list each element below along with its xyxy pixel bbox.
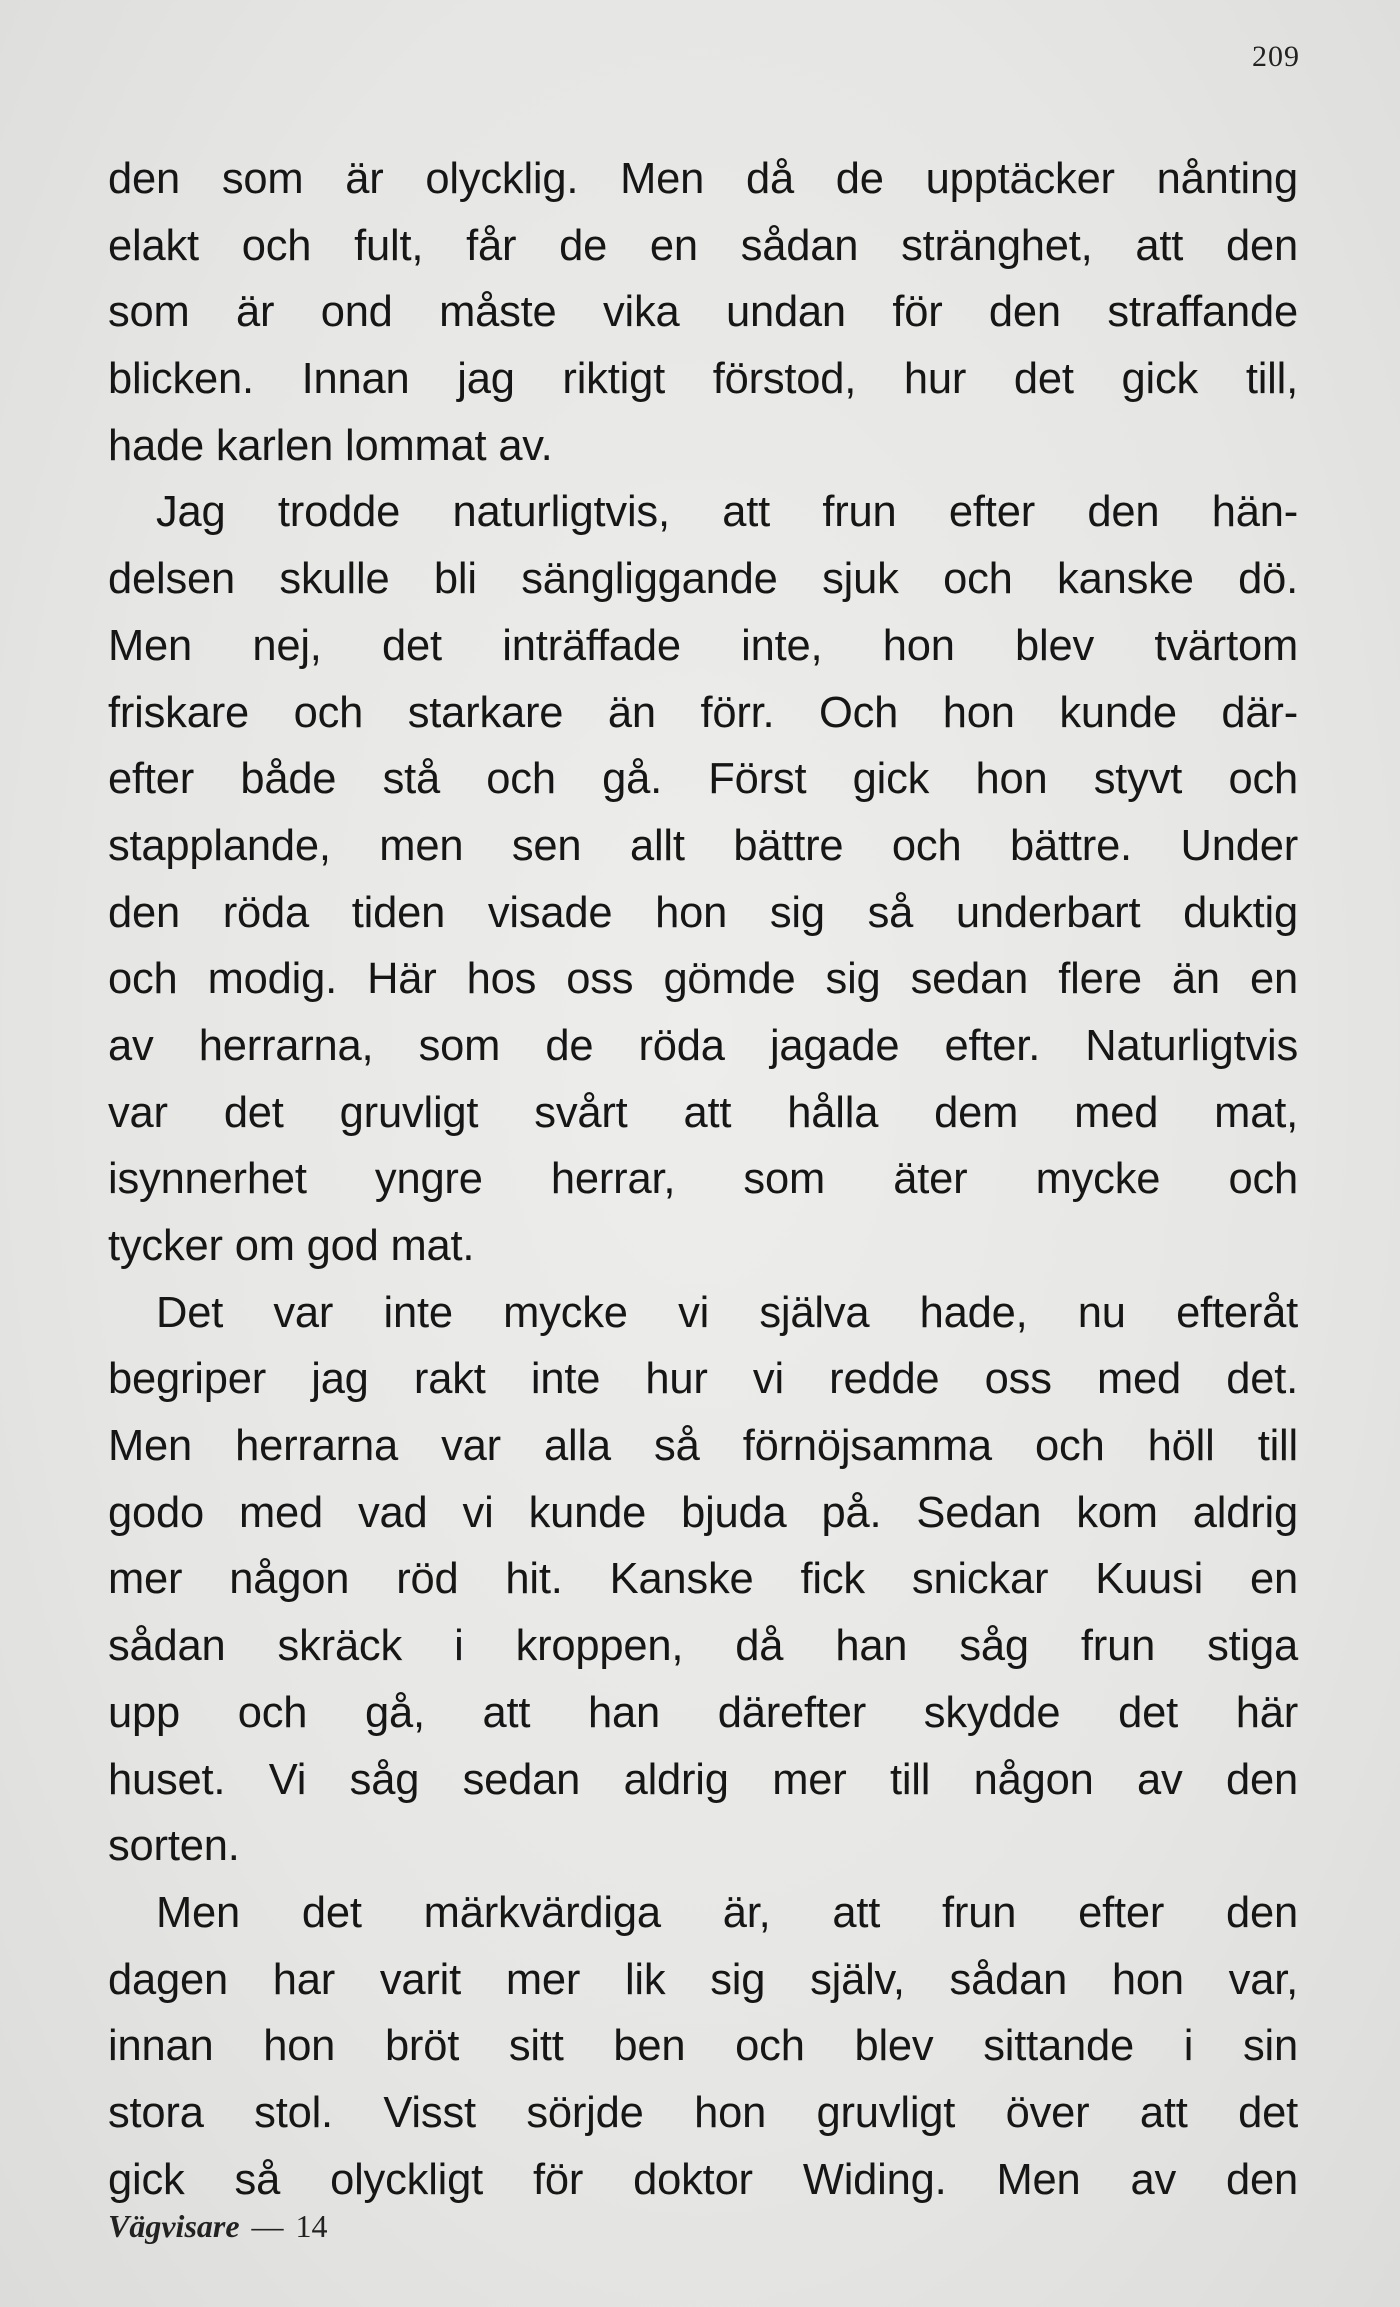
text-line: delsen skulle bli sängliggande sjuk och kanske dö. [108, 555, 1298, 604]
text-line: sorten. [108, 1822, 240, 1871]
text-line: Det var inte mycke vi själva hade, nu efteråt [156, 1288, 1298, 1337]
text-line: huset. Vi såg sedan aldrig mer till någon av den [108, 1755, 1298, 1804]
text-line: Men nej, det inträffade inte, hon blev tvärtom [108, 621, 1298, 670]
text-line: mer någon röd hit. Kanske fick snickar Kuusi en [108, 1555, 1298, 1604]
text-line: gick så olyckligt för doktor Widing. Men av den [108, 2155, 1298, 2204]
text-line: den som är olycklig. Men då de upptäcker nånting [108, 155, 1298, 203]
text-line: hade karlen lommat av. [108, 421, 553, 470]
printer-signature [108, 2208, 328, 2245]
text-line: stora stol. Visst sörjde hon gruvligt över att det [108, 2088, 1298, 2137]
text-line: blicken. Innan jag riktigt förstod, hur det gick till, [108, 355, 1298, 404]
text-line: upp och gå, att han därefter skydde det här [108, 1688, 1298, 1737]
text-line: Men det märkvärdiga är, att frun efter den [156, 1888, 1298, 1937]
text-line: Jag trodde naturligtvis, att frun efter den hän- [156, 488, 1298, 537]
text-line: tycker om god mat. [108, 1222, 475, 1270]
text-line: efter både stå och gå. Först gick hon styvt och [108, 755, 1298, 804]
text-line: friskare och starkare än förr. Och hon kunde där- [108, 688, 1298, 737]
text-line: och modig. Här hos oss gömde sig sedan flere än en [108, 955, 1298, 1004]
text-line: den röda tiden visade hon sig så underbart duktig [108, 888, 1298, 937]
text-line: begriper jag rakt inte hur vi redde oss med det. [108, 1355, 1298, 1404]
text-line: elakt och fult, får de en sådan stränghet, att den [108, 221, 1298, 270]
text-line: Men herrarna var alla så förnöjsamma och höll till [108, 1422, 1298, 1471]
signature-separator: — [251, 2208, 284, 2244]
page-number: 209 [1252, 40, 1300, 73]
text-line: var det gruvligt svårt att hålla dem med mat, [108, 1088, 1298, 1137]
text-line: dagen har varit mer lik sig själv, sådan hon var, [108, 1955, 1298, 2004]
signature-number: 14 [295, 2208, 328, 2244]
signature-title: Vägvisare [108, 2208, 240, 2244]
text-line: stapplande, men sen allt bättre och bättre. Under [108, 821, 1298, 870]
body-text [108, 146, 1298, 2213]
text-line: av herrarna, som de röda jagade efter. Naturligtvis [108, 1021, 1298, 1070]
text-line: sådan skräck i kroppen, då han såg frun stiga [108, 1622, 1298, 1671]
text-line: godo med vad vi kunde bjuda på. Sedan kom aldrig [108, 1488, 1298, 1537]
text-line: som är ond måste vika undan för den straffande [108, 288, 1298, 337]
text-line: innan hon bröt sitt ben och blev sittande i sin [108, 2022, 1298, 2071]
text-line: isynnerhet yngre herrar, som äter mycke och [108, 1155, 1298, 1204]
